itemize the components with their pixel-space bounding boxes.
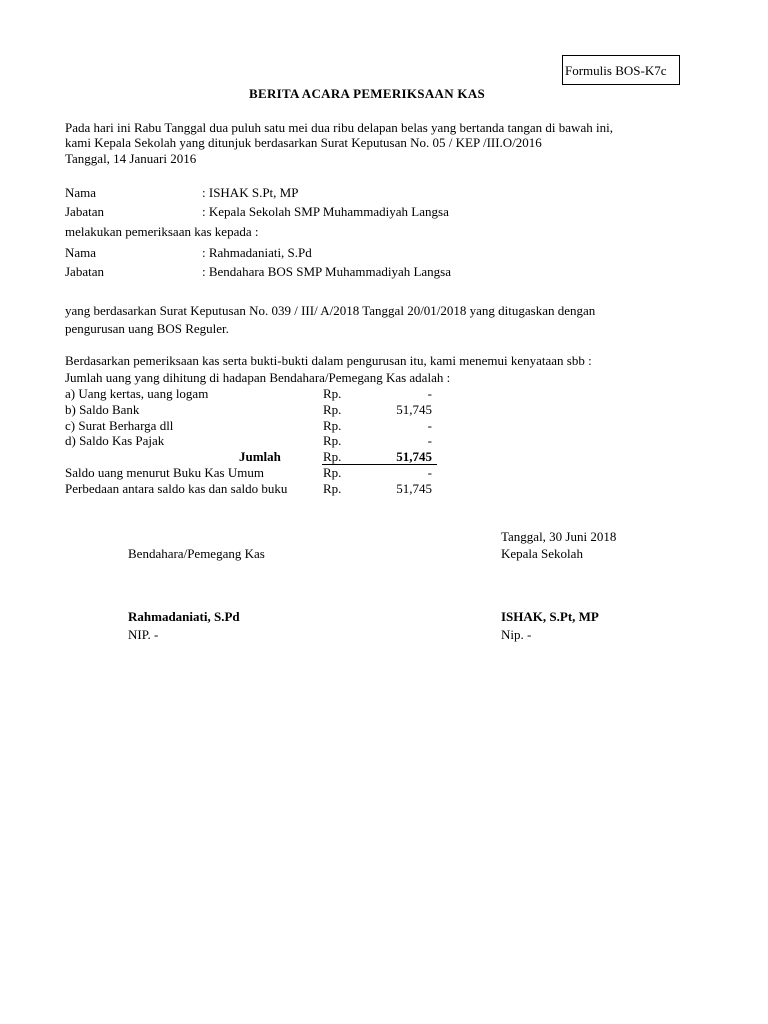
cash-row-label: a) Uang kertas, uang logam	[65, 386, 209, 401]
cash-row-label: b) Saldo Bank	[65, 402, 140, 417]
signature-date: Tanggal, 30 Juni 2018	[501, 529, 617, 544]
buku-kas-amount: -	[427, 465, 432, 480]
document-title: BERITA ACARA PEMERIKSAAN KAS	[249, 86, 486, 101]
examiner-nama-value: : ISHAK S.Pt, MP	[202, 185, 299, 200]
performs-text: melakukan pemeriksaan kas kepada :	[65, 224, 259, 239]
cash-row-currency: Rp.	[323, 402, 342, 417]
cash-row-label: d) Saldo Kas Pajak	[65, 433, 165, 448]
examinee-jabatan-value: : Bendahara BOS SMP Muhammadiyah Langsa	[202, 264, 452, 279]
intro-line-1: Pada hari ini Rabu Tanggal dua puluh satu mei dua ribu delapan belas yang bertanda tangan di bawah ini,	[65, 120, 613, 135]
examinee-nama-value: : Rahmadaniati, S.Pd	[202, 245, 312, 260]
findings-line-1: Berdasarkan pemeriksaan kas serta bukti-bukti dalam pengurusan itu, kami menemui kenyataan sbb :	[65, 353, 592, 368]
intro-line-2: kami Kepala Sekolah yang ditunjuk berdasarkan Surat Keputusan No. 05 / KEP /III.O/2016	[65, 135, 542, 150]
left-signatory-name: Rahmadaniati, S.Pd	[128, 609, 240, 624]
left-signatory-role: Bendahara/Pemegang Kas	[128, 546, 265, 561]
right-signatory-role: Kepala Sekolah	[501, 546, 583, 561]
intro-line-3: Tanggal, 14 Januari 2016	[65, 151, 197, 166]
total-label: Jumlah	[239, 449, 281, 464]
form-code: Formulis BOS-K7c	[565, 63, 667, 78]
right-signatory-name: ISHAK, S.Pt, MP	[501, 609, 599, 624]
findings-line-2: Jumlah uang yang dihitung di hadapan Bendahara/Pemegang Kas adalah :	[65, 370, 451, 385]
cash-row-currency: Rp.	[323, 386, 342, 401]
form-code-box	[562, 55, 680, 85]
left-signatory-nip: NIP. -	[128, 627, 159, 642]
difference-amount: 51,745	[396, 481, 432, 496]
decree-line-2: pengurusan uang BOS Reguler.	[65, 321, 229, 336]
difference-currency: Rp.	[323, 481, 342, 496]
cash-row-amount: -	[427, 386, 432, 401]
cash-row-currency: Rp.	[323, 418, 342, 433]
cash-row-amount: -	[427, 418, 432, 433]
total-amount: 51,745	[396, 449, 432, 464]
cash-row-amount: -	[427, 433, 432, 448]
difference-label: Perbedaan antara saldo kas dan saldo buku	[65, 481, 288, 496]
total-currency: Rp.	[323, 449, 342, 464]
cash-row-amount: 51,745	[396, 402, 432, 417]
right-signatory-nip: Nip. -	[501, 627, 532, 642]
examiner-jabatan-label: Jabatan	[65, 204, 104, 219]
examiner-nama-label: Nama	[65, 185, 97, 200]
buku-kas-label: Saldo uang menurut Buku Kas Umum	[65, 465, 264, 480]
examinee-jabatan-label: Jabatan	[65, 264, 104, 279]
examiner-jabatan-value: : Kepala Sekolah SMP Muhammadiyah Langsa	[202, 204, 449, 219]
cash-row-currency: Rp.	[323, 433, 342, 448]
cash-row-label: c) Surat Berharga dll	[65, 418, 174, 433]
examinee-nama-label: Nama	[65, 245, 97, 260]
buku-kas-currency: Rp.	[323, 465, 342, 480]
decree-line-1: yang berdasarkan Surat Keputusan No. 039 / III/ A/2018 Tanggal 20/01/2018 yang ditugaskan dengan	[65, 303, 596, 318]
